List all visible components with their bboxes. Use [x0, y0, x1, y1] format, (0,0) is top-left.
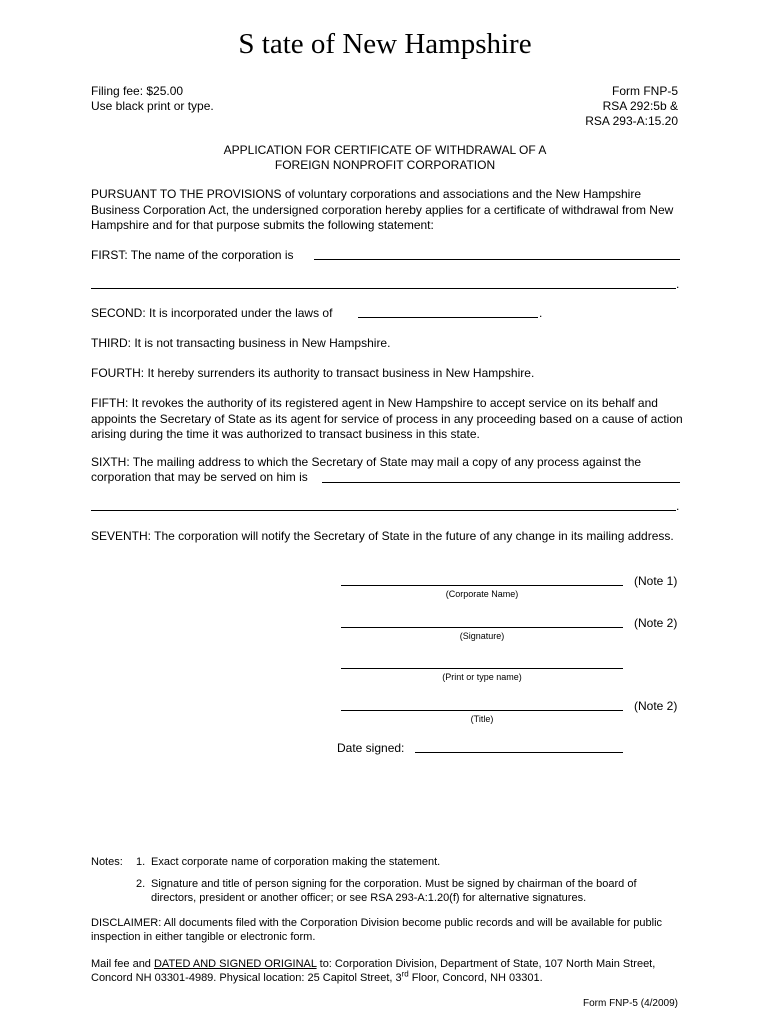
period-mark: .: [676, 277, 680, 291]
sixth-statement-line-1: SIXTH: The mailing address to which the Secretary of State may mail a copy of any process against the: [91, 455, 642, 469]
print-name-caption: (Print or type name): [442, 672, 522, 682]
note-2-text: Signature and title of person signing for the corporation. Must be signed by chairman of the board of directors, president or another officer; or see RSA 293-A:1.20(f) for alternative signatures.: [151, 878, 637, 904]
fourth-statement: FOURTH: It hereby surrenders its authority to transact business in New Hampshire.: [91, 366, 535, 380]
fifth-statement: FIFTH: It revokes the authority of its registered agent in New Hampshire to accept service on its behalf and appoints the Secretary of State as its agent for service of process in any proceeding based on a cause of action arising during the time it was authorized to transact business in this state.: [91, 396, 683, 441]
title-field[interactable]: [341, 710, 623, 711]
period-mark: .: [676, 499, 680, 513]
note-1-number: 1.: [136, 856, 146, 868]
print-name-field[interactable]: [341, 668, 623, 669]
form-footer: Form FNP-5 (4/2009): [582, 998, 678, 1009]
mail-prefix: Mail fee and: [91, 958, 154, 970]
form-number: Form FNP-5: [612, 84, 678, 98]
note-2-marker: (Note 2): [634, 699, 678, 713]
note-2-marker: (Note 2): [634, 616, 678, 630]
rsa-line-1: RSA 292:5b &: [602, 99, 678, 113]
date-signed-field[interactable]: [415, 752, 623, 753]
form-heading-line-2: FOREIGN NONPROFIT CORPORATION: [274, 158, 496, 172]
signature-field[interactable]: [341, 627, 623, 628]
notes-label: Notes:: [91, 856, 123, 868]
second-statement: SECOND: It is incorporated under the laws of: [91, 306, 333, 320]
period-mark: .: [539, 306, 543, 320]
mail-instructions-line-2: [91, 971, 543, 985]
date-signed-label: Date signed:: [337, 741, 405, 755]
intro-paragraph: PURSUANT TO THE PROVISIONS of voluntary corporations and associations and the New Hampshire Business Corporation Act, the undersigned corporation hereby applies for a certificate of withdrawal from New Hampshire and for that purpose submits the following statement:: [91, 187, 674, 232]
rsa-line-2: RSA 293-A:15.20: [585, 114, 678, 128]
mail-instructions-line-1: [91, 957, 655, 971]
corporate-name-signature-field[interactable]: [341, 585, 623, 586]
concord-address: Concord NH 03301-4989. Physical location: 25 Capitol Street, 3: [91, 972, 402, 984]
note-1-marker: (Note 1): [634, 574, 678, 588]
physical-location: Floor, Concord, NH 03301.: [408, 972, 543, 984]
first-statement: FIRST: The name of the corporation is: [91, 248, 294, 262]
signature-caption: (Signature): [459, 631, 505, 641]
filing-fee: Filing fee: $25.00: [91, 84, 184, 98]
page-title: S tate of New Hampshire: [238, 28, 532, 60]
dated-signed-original: DATED AND SIGNED ORIGINAL: [153, 958, 317, 970]
note-2-number: 2.: [136, 878, 146, 890]
ordinal-suffix: rd: [401, 969, 409, 979]
corporation-name-field-continued[interactable]: [91, 288, 676, 289]
disclaimer: DISCLAIMER: All documents filed with the Corporation Division become public records and will be available for public inspection in either tangible or electronic form.: [91, 917, 663, 943]
print-instruction: Use black print or type.: [91, 99, 214, 113]
mailing-address-field-continued[interactable]: [91, 510, 676, 511]
form-heading-line-1: APPLICATION FOR CERTIFICATE OF WITHDRAWAL OF A: [223, 143, 547, 157]
mail-address: to: Corporation Division, Department of State, 107 North Main Street,: [316, 958, 656, 970]
corporation-name-field[interactable]: [314, 259, 680, 260]
title-caption: (Title): [470, 714, 494, 724]
note-1-text: Exact corporate name of corporation making the statement.: [151, 856, 441, 868]
sixth-statement-line-2: corporation that may be served on him is: [91, 470, 308, 484]
state-of-incorporation-field[interactable]: [358, 317, 538, 318]
mailing-address-field[interactable]: [322, 482, 680, 483]
corporate-name-caption: (Corporate Name): [445, 589, 519, 599]
seventh-statement: SEVENTH: The corporation will notify the Secretary of State in the future of any change in its mailing address.: [91, 529, 674, 543]
third-statement: THIRD: It is not transacting business in New Hampshire.: [91, 336, 391, 350]
